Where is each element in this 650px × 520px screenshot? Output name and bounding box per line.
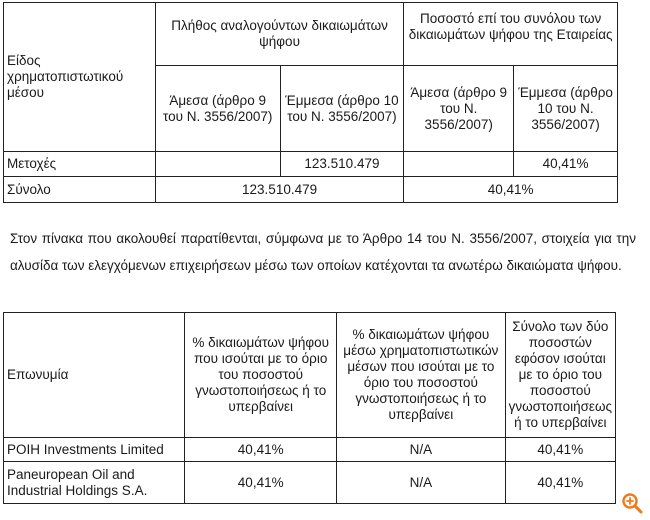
total-pct-value: 40,41% <box>505 462 615 504</box>
instruments-pct-value: N/A <box>337 462 506 504</box>
subheader-rights-indirect: Έμμεσα (άρθρο 10 του Ν. 3556/2007) <box>280 66 404 152</box>
pct-indirect-value: 40,41% <box>514 152 618 177</box>
table-row <box>4 462 616 504</box>
subheader-pct-indirect: Έμμεσα (άρθρο 10 του Ν. 3556/2007) <box>514 66 618 152</box>
header-instrument-type: Είδος χρηματοπιστωτικού μέσου <box>4 3 156 152</box>
table-row <box>4 438 616 462</box>
company-name: Paneuropean Oil and Industrial Holdings S.A. <box>4 462 185 504</box>
header-name: Επωνυμία <box>4 313 185 438</box>
total-label: Σύνολο <box>4 177 156 203</box>
subheader-pct-direct: Άμεσα (άρθρο 9 του Ν. 3556/2007) <box>404 66 514 152</box>
table-row <box>4 152 618 177</box>
body-paragraph: Στον πίνακα που ακολουθεί παρατίθενται, σύμφωνα με το Άρθρο 14 του Ν. 3556/2007, στοιχεία για την αλυσίδα των ελεγχόμενων επιχειρήσεων μέσω των οποίων κατέχονται τα ανωτέρω δικαιώματα ψήφου. <box>10 231 636 273</box>
row-label: Μετοχές <box>4 152 156 177</box>
rights-indirect-value: 123.510.479 <box>280 152 404 177</box>
zoom-in-icon[interactable] <box>620 491 644 515</box>
total-pct-value: 40,41% <box>404 177 618 203</box>
rights-direct-value <box>155 152 280 177</box>
subheader-rights-direct: Άμεσα (άρθρο 9 του Ν. 3556/2007) <box>155 66 280 152</box>
total-pct-value: 40,41% <box>505 438 615 462</box>
instruments-pct-value: N/A <box>337 438 506 462</box>
total-rights-value: 123.510.479 <box>155 177 403 203</box>
controlled-undertakings-table <box>3 312 616 504</box>
header-voting-pct: % δικαιωμάτων ψήφου που ισούται με το όριο του ποσοστού γνωστοποιήσεως ή το υπερβαίνει <box>185 313 337 438</box>
header-instruments-pct: % δικαιωμάτων ψήφου μέσω χρηματοπιστωτικών μέσων που ισούται με το όριο του ποσοστού γνωστοποιήσεως ή το υπερβαίνει <box>337 313 506 438</box>
header-voting-rights-count: Πλήθος αναλογούντων δικαιωμάτων ψήφου <box>155 3 403 66</box>
company-name: POIH Investments Limited <box>4 438 185 462</box>
voting-rights-table <box>3 2 618 203</box>
voting-pct-value: 40,41% <box>185 438 337 462</box>
pct-direct-value <box>404 152 514 177</box>
header-total-pct: Σύνολο των δύο ποσοστών εφόσον ισούται με το όριο του ποσοστού γνωστοποιήσεως ή το υπερβαίνει <box>505 313 615 438</box>
header-voting-rights-percentage: Ποσοστό επί του συνόλου των δικαιωμάτων ψήφου της Εταιρείας <box>404 3 618 66</box>
total-row <box>4 177 618 203</box>
voting-pct-value: 40,41% <box>185 462 337 504</box>
